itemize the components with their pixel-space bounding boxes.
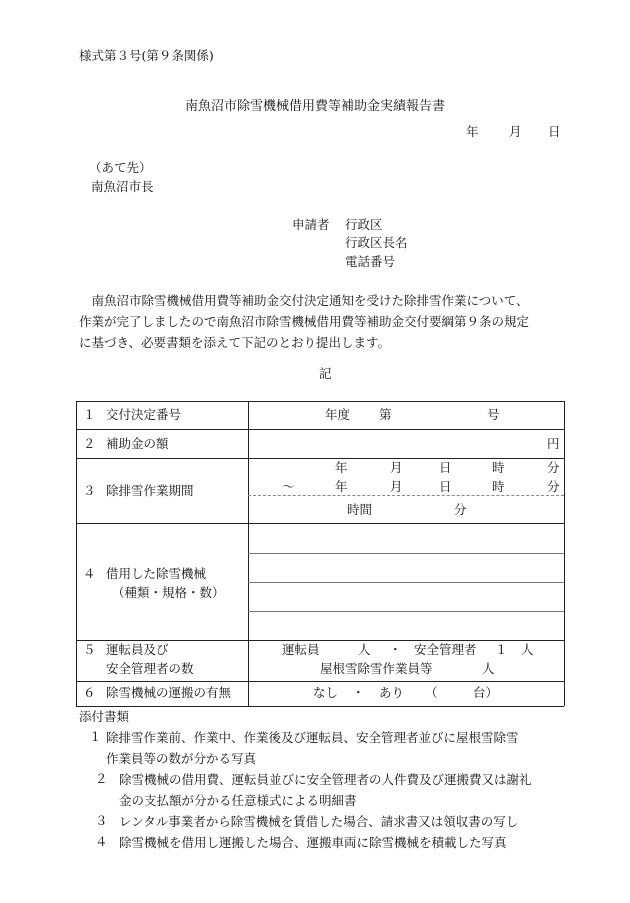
roof-worker-unit: 人 [482, 661, 495, 676]
attachment-number: ４ [95, 834, 108, 849]
transport-unit: 台） [473, 685, 499, 700]
total-hours: 時間 [347, 502, 373, 517]
roof-worker-label: 屋根雪除雪作業員等 [320, 661, 433, 676]
period-tilde: ～ [282, 479, 295, 494]
table-border-bottom [76, 706, 564, 707]
table-row-divider [76, 640, 564, 641]
date-year-label: 年 [466, 124, 479, 139]
row3-label: 除排雪作業期間 [106, 483, 194, 498]
row1-number: １ [83, 407, 96, 422]
table-row-divider [76, 458, 564, 459]
date-month-label: 月 [509, 124, 522, 139]
applicant-district: 行政区 [345, 217, 383, 232]
row1-dai: 第 [379, 407, 392, 422]
transport-paren-open: （ [425, 685, 438, 700]
attachment-number: ３ [95, 813, 108, 828]
attachment-item [106, 727, 519, 769]
driver-label: 運転員 [282, 642, 320, 657]
driver-unit: 人 [358, 642, 371, 657]
table-row-divider [76, 681, 564, 682]
attachment-item [119, 769, 532, 811]
table-border-right [564, 401, 565, 706]
form-number: 様式第３号(第９条関係) [79, 48, 214, 63]
row2-unit-yen: 円 [547, 436, 560, 451]
row1-fiscal-year: 年度 [325, 407, 351, 422]
attachment-number: １ [89, 729, 102, 744]
row2-number: ２ [83, 436, 96, 451]
machine-row-line [248, 611, 564, 612]
separator-dot: ・ [389, 642, 402, 657]
total-minutes: 分 [454, 502, 467, 517]
safety-manager-count: １ [495, 642, 508, 657]
addressee-label: （あて先） [89, 160, 152, 175]
attachment-line: レンタル事業者から除雪機械を賃借した場合、請求書又は領収書の写し [119, 814, 519, 829]
attachment-line: 除雪機械を借用し運搬した場合、運搬車両に除雪機械を積載した写真 [119, 835, 507, 850]
row4-label: 借用した除雪機械 [106, 566, 207, 581]
row1-label: 交付決定番号 [106, 407, 182, 422]
ki-heading: 記 [319, 366, 332, 381]
start-minute: 分 [547, 460, 560, 475]
row4-sublabel: （種類・規格・数） [112, 585, 225, 600]
attachment-line: 作業員等の数が分かる写真 [106, 751, 257, 766]
start-day: 日 [439, 460, 452, 475]
row5-label-line2: 安全管理者の数 [106, 661, 194, 676]
row4-number: ４ [83, 566, 96, 581]
table-border-left [76, 401, 77, 706]
transport-yes: あり [379, 685, 405, 700]
table-border-top [76, 401, 564, 402]
machine-row-line [248, 582, 564, 583]
start-hour: 時 [492, 460, 505, 475]
row5-number: ５ [83, 642, 96, 657]
machine-row-line [248, 553, 564, 554]
start-month: 月 [390, 460, 403, 475]
date-day-label: 日 [548, 124, 561, 139]
attachment-item [119, 811, 518, 832]
addressee-name: 南魚沼市長 [91, 179, 154, 194]
attachment-item [119, 832, 507, 853]
row2-label: 補助金の額 [106, 436, 169, 451]
attachments-heading: 添付書類 [79, 709, 130, 724]
row1-go: 号 [487, 407, 500, 422]
attachment-line: 除排雪作業前、作業中、作業後及び運転員、安全管理者並びに屋根雪除雪 [106, 730, 519, 745]
table-row-divider [76, 429, 564, 430]
body-line: に基づき、必要書類を添えて下記のとおり提出します。 [79, 335, 391, 350]
document-title: 南魚沼市除雪機械借用費等補助金実績報告書 [184, 99, 445, 114]
attachment-line: 金の支払額が分かる任意様式による明細書 [119, 793, 357, 808]
end-day: 日 [439, 479, 452, 494]
table-row-divider [76, 523, 564, 524]
attachment-line: 除雪機械の借用費、運転員並びに安全管理者の人件費及び運搬費又は謝礼 [119, 772, 532, 787]
end-minute: 分 [547, 479, 560, 494]
period-dashed-divider [248, 495, 564, 496]
row3-number: ３ [83, 483, 96, 498]
applicant-phone: 電話番号 [345, 254, 396, 269]
applicant-label: 申請者 [292, 217, 330, 232]
end-month: 月 [390, 479, 403, 494]
end-hour: 時 [492, 479, 505, 494]
row6-number: ６ [83, 685, 96, 700]
body-text [79, 290, 529, 353]
start-year: 年 [335, 460, 348, 475]
attachment-number: ２ [95, 771, 108, 786]
transport-dot: ・ [352, 685, 365, 700]
row5-label-line1: 運転員及び [106, 642, 169, 657]
row6-label: 除雪機械の運搬の有無 [106, 685, 232, 700]
transport-none: なし [313, 685, 339, 700]
end-year: 年 [335, 479, 348, 494]
body-line: 南魚沼市除雪機械借用費等補助金交付決定通知を受けた除排雪作業について、 [79, 293, 529, 308]
applicant-chief: 行政区長名 [345, 235, 408, 250]
safety-manager-unit: 人 [521, 642, 534, 657]
safety-manager-label: 安全管理者 [414, 642, 477, 657]
body-line: 作業が完了しましたので南魚沼市除雪機械借用費等補助金交付要綱第９条の規定 [79, 314, 530, 329]
